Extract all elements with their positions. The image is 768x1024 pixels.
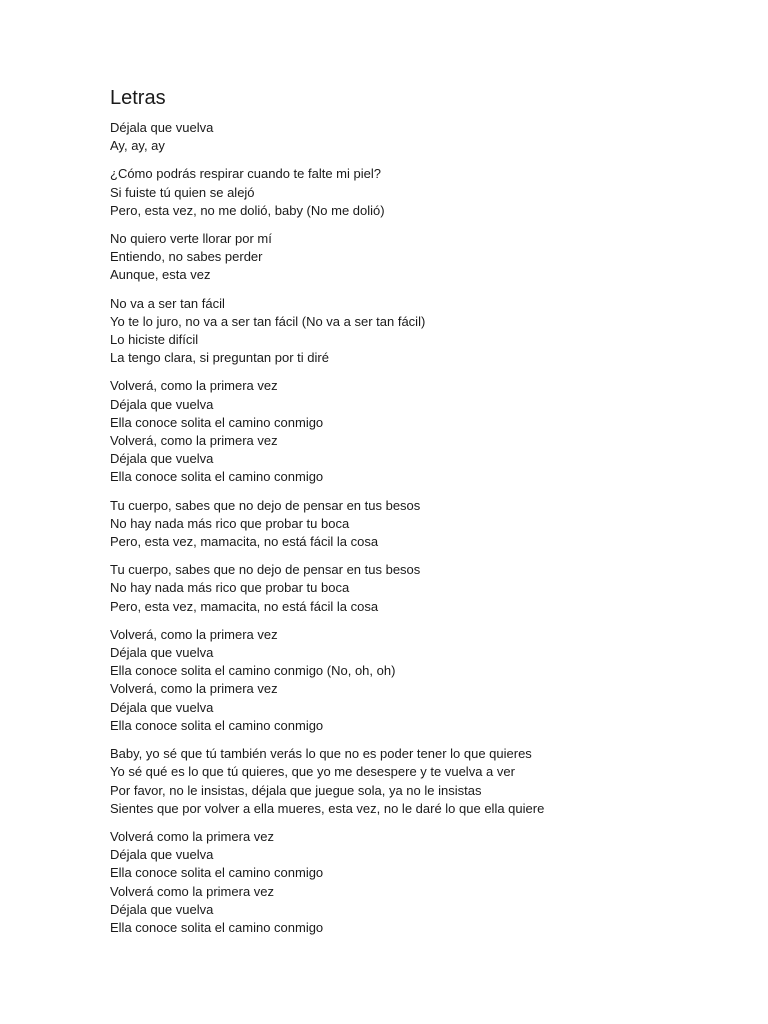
lyrics-stanza	[110, 377, 730, 486]
lyric-line: Sientes que por volver a ella mueres, esta vez, no le daré lo que ella quiere	[110, 800, 545, 816]
lyric-line: Baby, yo sé que tú también verás lo que no es poder tener lo que quieres	[110, 746, 532, 762]
lyrics-stanza	[110, 828, 730, 937]
page-title: Letras	[110, 87, 166, 109]
lyric-line: Yo sé qué es lo que tú quieres, que yo me desespere y te vuelva a ver	[110, 764, 515, 780]
lyrics-stanza	[110, 745, 730, 818]
lyric-line: Ay, ay, ay	[110, 138, 165, 154]
lyric-line: Entiendo, no sabes perder	[110, 249, 263, 265]
lyric-line: Ella conoce solita el camino conmigo	[110, 414, 324, 430]
lyric-line: No hay nada más rico que probar tu boca	[110, 580, 350, 596]
lyric-line: No hay nada más rico que probar tu boca	[110, 515, 350, 531]
lyric-line: Volverá, como la primera vez	[110, 433, 278, 449]
lyrics-stanza	[110, 230, 730, 285]
lyric-line: Volverá como la primera vez	[110, 828, 275, 844]
lyric-line: Ella conoce solita el camino conmigo	[110, 717, 324, 733]
lyric-line: Yo te lo juro, no va a ser tan fácil (No va a ser tan fácil)	[110, 313, 426, 329]
lyric-line: Pero, esta vez, mamacita, no está fácil la cosa	[110, 598, 379, 614]
lyric-line: La tengo clara, si preguntan por ti diré	[110, 350, 329, 366]
lyric-line: Volverá, como la primera vez	[110, 681, 278, 697]
lyrics-stanza	[110, 626, 730, 735]
lyrics-stanza	[110, 295, 730, 368]
lyric-line: Volverá, como la primera vez	[110, 378, 278, 394]
lyric-line: Déjala que vuelva	[110, 645, 214, 661]
lyric-line: Déjala que vuelva	[110, 120, 214, 135]
lyrics-stanza	[110, 561, 730, 616]
lyric-line: No quiero verte llorar por mí	[110, 231, 272, 247]
lyric-line: Lo hiciste difícil	[110, 332, 199, 348]
lyric-line: Tu cuerpo, sabes que no dejo de pensar en tus besos	[110, 497, 421, 513]
document-page	[110, 86, 730, 947]
lyric-line: Pero, esta vez, mamacita, no está fácil la cosa	[110, 534, 379, 550]
lyric-line: Por favor, no le insistas, déjala que juegue sola, ya no le insistas	[110, 782, 482, 798]
lyrics-stanza	[110, 497, 730, 552]
lyric-line: Déjala que vuelva	[110, 847, 214, 863]
lyrics-body	[110, 119, 730, 937]
lyrics-stanza	[110, 119, 730, 155]
lyric-line: Ella conoce solita el camino conmigo	[110, 919, 324, 935]
lyric-line: Tu cuerpo, sabes que no dejo de pensar en tus besos	[110, 562, 421, 578]
lyric-line: Ella conoce solita el camino conmigo	[110, 469, 324, 485]
lyric-line: Ella conoce solita el camino conmigo (No, oh, oh)	[110, 663, 396, 679]
lyric-line: Volverá como la primera vez	[110, 883, 275, 899]
lyric-line: Si fuiste tú quien se alejó	[110, 184, 255, 200]
lyric-line: Déjala que vuelva	[110, 451, 214, 467]
lyric-line: Ella conoce solita el camino conmigo	[110, 865, 324, 881]
lyric-line: No va a ser tan fácil	[110, 295, 225, 311]
lyric-line: Aunque, esta vez	[110, 267, 211, 283]
lyric-line: Volverá, como la primera vez	[110, 626, 278, 642]
lyric-line: Déjala que vuelva	[110, 699, 214, 715]
lyric-line: ¿Cómo podrás respirar cuando te falte mi piel?	[110, 166, 381, 182]
lyric-line: Pero, esta vez, no me dolió, baby (No me dolió)	[110, 202, 385, 218]
lyric-line: Déjala que vuelva	[110, 396, 214, 412]
lyric-line: Déjala que vuelva	[110, 901, 214, 917]
lyrics-stanza	[110, 165, 730, 220]
